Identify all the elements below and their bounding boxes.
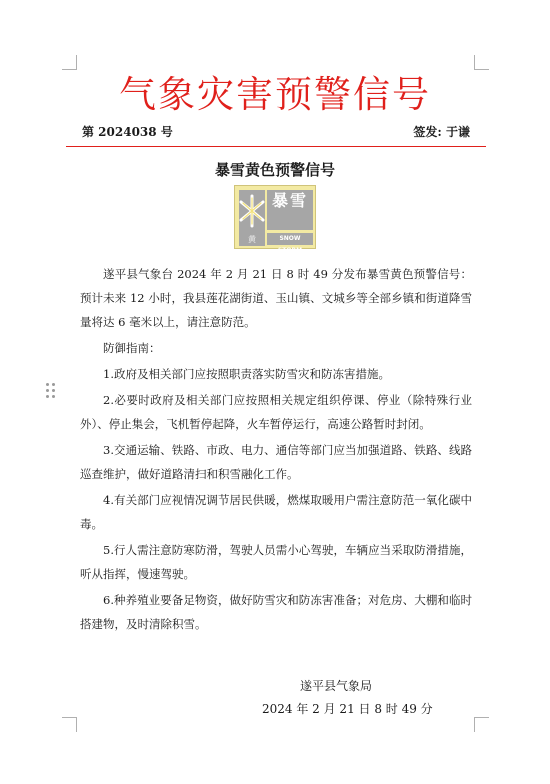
document-meta-row [80,123,472,141]
bulletin-body [80,262,472,636]
guide-item-3: 3.交通运输、铁路、市政、电力、通信等部门应当加强道路、铁路、线路巡查维护，做好道路清扫和积雪融化工作。 [80,443,472,481]
document-signer: 签发: 于谦 [413,125,470,139]
bulletin-intro: 遂平县气象台 2024 年 2 月 21 日 8 时 49 分发布暴雪黄色预警信号：预计未来 12 小时，我县莲花湖街道、玉山镇、文城乡等全部乡镇和街道降雪量将达 6 毫米以上，请注意防范。 [80,267,472,329]
crop-mark-bottom-right [474,717,489,732]
document-number: 第 2024038 号 [82,125,173,139]
drag-handle-icon[interactable] [46,383,56,399]
guide-item-2: 2.必要时政府及相关部门应按照相关规定组织停课、停业（除特殊行业外）、停止集会，飞机暂停起降，火车暂停运行，高速公路暂时封闭。 [80,393,472,431]
badge-cn-label: 暴雪 [271,191,308,210]
crop-mark-top-left [62,55,77,70]
guide-item-4: 4.有关部门应视情况调节居民供暖，燃煤取暖用户需注意防范一氧化碳中毒。 [80,493,472,531]
header-divider [66,146,486,147]
bulletin-title: 暴雪黄色预警信号 [214,161,335,179]
issuing-organization: 遂平县气象局 [300,679,373,693]
guide-item-5: 5.行人需注意防寒防滑，驾驶人员需小心驾驶，车辆应当采取防滑措施，听从指挥，慢速驾驶。 [80,543,472,581]
issue-datetime: 2024 年 2 月 21 日 8 时 49 分 [262,702,433,716]
snowflake-icon [239,192,265,230]
badge-level-label: 黄 [239,234,265,246]
crop-mark-top-right [474,55,489,70]
guide-item-6: 6.种养殖业要备足物资，做好防雪灾和防冻害准备；对危房、大棚和临时搭建物，及时清除积雪。 [80,593,472,631]
guide-heading: 防御指南： [103,341,161,355]
snow-storm-warning-badge [234,185,316,254]
badge-text-panel [267,190,313,230]
badge-en-label: SNOW STORM [267,233,313,245]
guide-item-1: 1.政府及相关部门应按照职责落实防雪灾和防冻害措施。 [103,367,390,381]
crop-mark-bottom-left [62,717,77,732]
document-header-title: 气象灾害预警信号 [119,73,431,116]
